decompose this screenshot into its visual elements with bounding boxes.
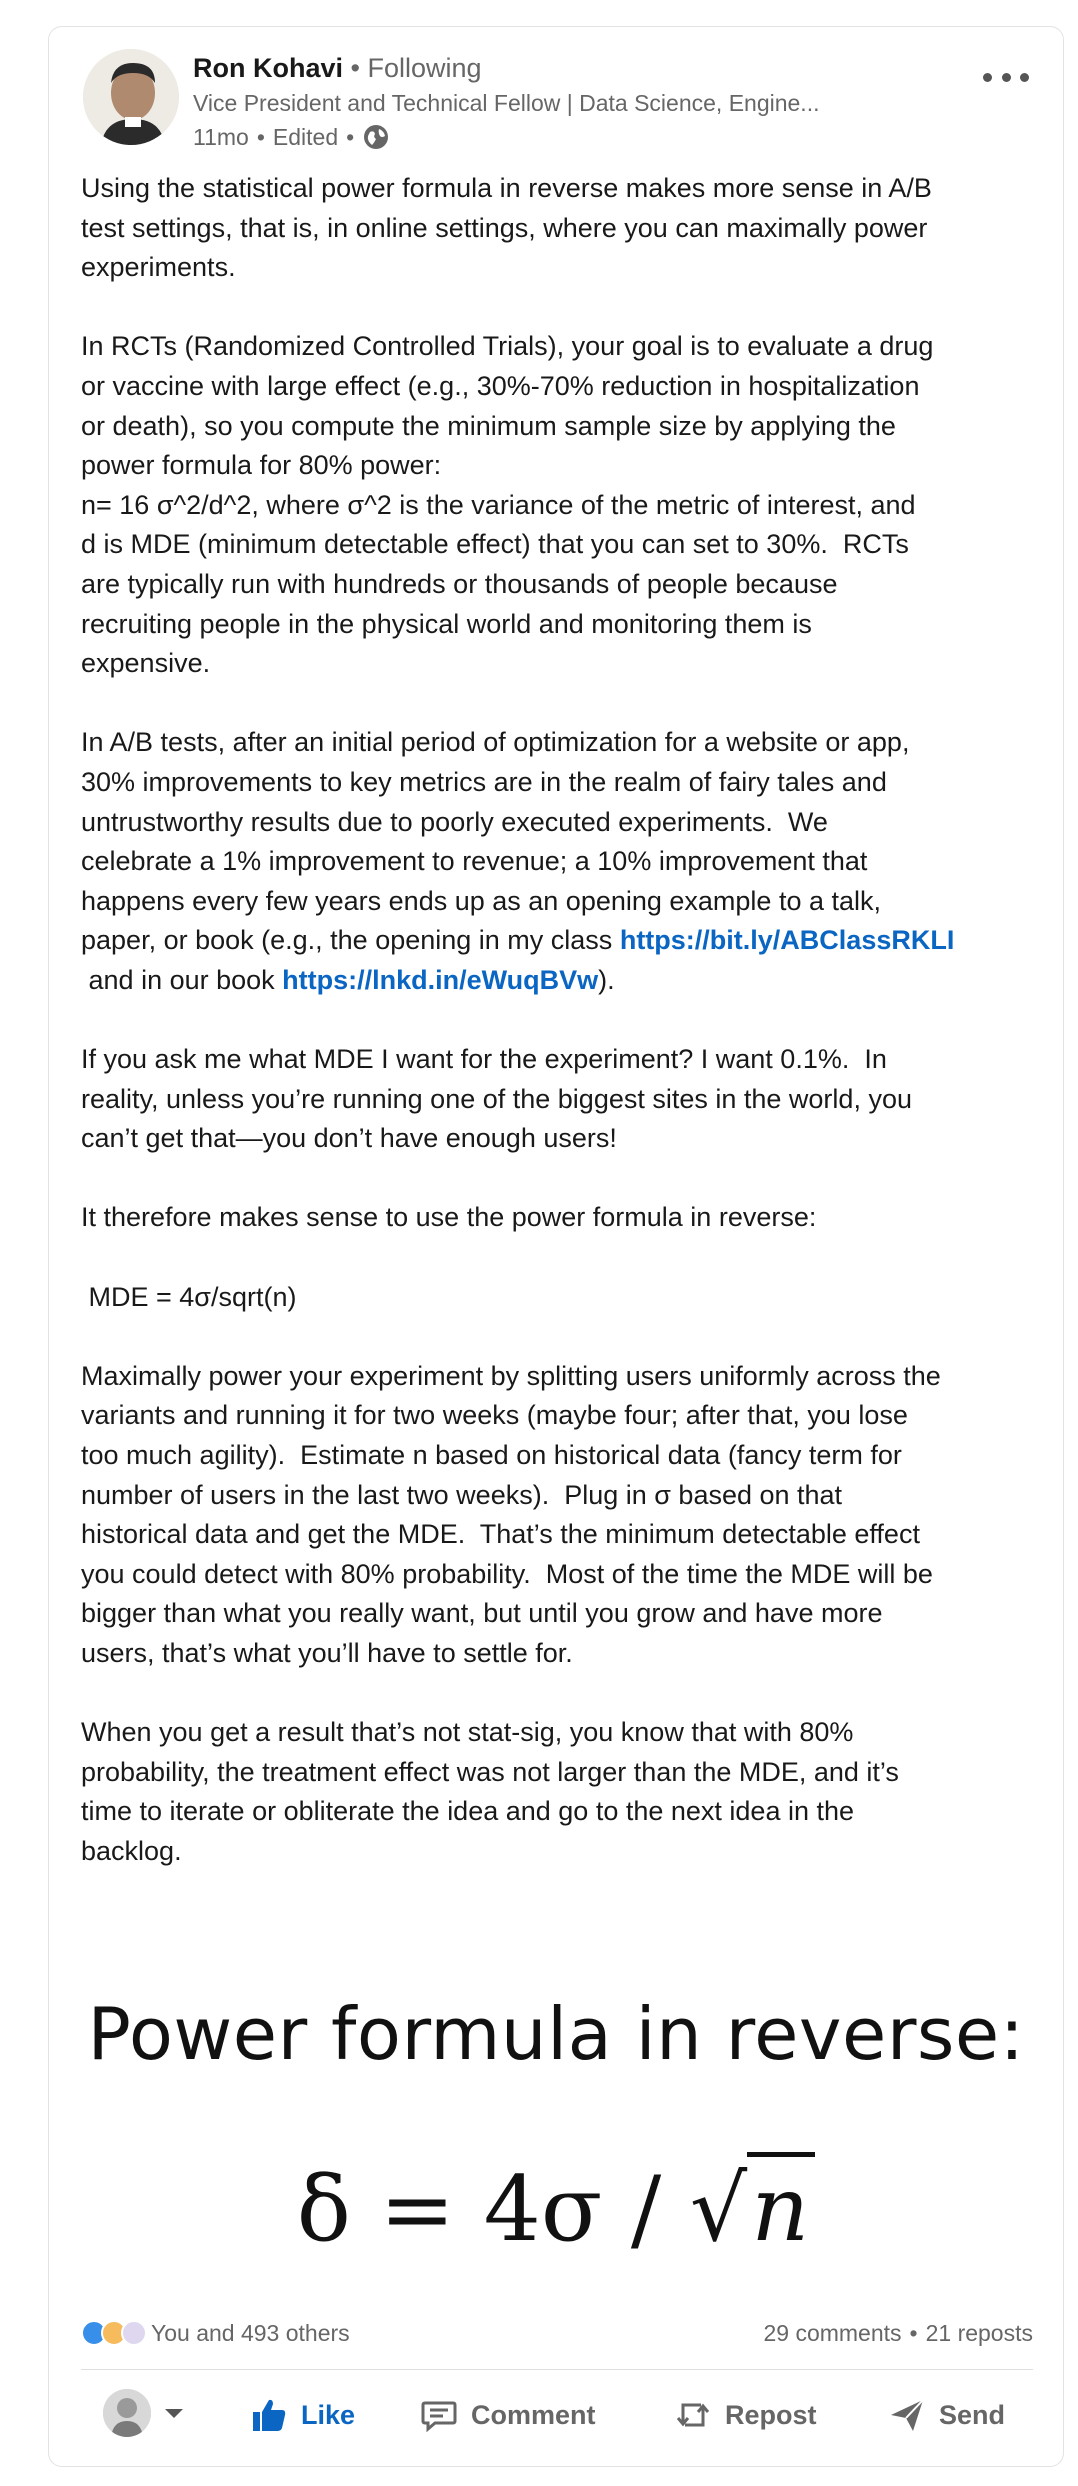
reposts-count[interactable]: 21 reposts <box>925 2319 1033 2346</box>
comment-icon <box>419 2395 459 2435</box>
class-link[interactable]: https://bit.ly/ABClassRKLI <box>619 925 955 956</box>
repost-label: Repost <box>725 2399 817 2430</box>
author-name-text[interactable]: Ron Kohavi <box>193 53 344 83</box>
send-icon <box>887 2395 927 2435</box>
image-title: Power formula in reverse: <box>87 1992 1025 2076</box>
actor-selector[interactable] <box>103 2389 183 2437</box>
engagement-counts <box>763 2320 1033 2347</box>
curious-reaction-icon <box>121 2320 147 2346</box>
paragraph-1: Using the statistical power formula in reverse makes more sense in A/B test settings, that is, in online settings, where you can maximally power experiments. <box>81 173 932 283</box>
sqrt-symbol: √n <box>690 2157 815 2262</box>
author-headline: Vice President and Technical Fellow | Data Science, Engine... <box>193 90 820 116</box>
reaction-icons <box>81 2320 141 2346</box>
comment-label: Comment <box>471 2399 596 2430</box>
ab-text-middle: and in our book <box>88 964 275 995</box>
paragraph-7: Maximally power your experiment by splitting users uniformly across the variants and running it for two weeks (maybe four; after that, you lose too much agility). Estimate n based on historical data (fancy term for number of users in the last two weeks). Plug in σ based on that historical data and get the MDE. That’s the minimum detectable effect you could detect with 80% probability. Most of the time the MDE will be bigger than what you really want, but until you grow and have more users, that’s what you’ll have to settle for. <box>81 1360 941 1668</box>
thumbs-up-icon <box>249 2395 289 2435</box>
paragraph-ab <box>81 723 1041 1000</box>
author-avatar[interactable] <box>83 49 179 145</box>
comments-count[interactable]: 29 comments <box>763 2319 902 2346</box>
post-card <box>48 26 1064 2467</box>
paragraph-2: In RCTs (Randomized Controlled Trials), your goal is to evaluate a drug or vaccine with large effect (e.g., 30%-70% reduction in hospitalization or death), so you compute the minimum sample size by applying the power formula for 80% power: n= 16 σ^2/d^2, where σ^2 is the variance of the metric of interest, and d is MDE (minimum detectable effect) that you can set to 30%. RCTs are typically run with hundreds or thousands of people because recruiting people in the physical world and monitoring them is expensive. <box>81 331 934 679</box>
formula-left: δ = 4σ / <box>296 2157 662 2262</box>
meta-dot-1: • <box>256 123 265 150</box>
paragraph-formula: MDE = 4σ/sqrt(n) <box>81 1281 297 1312</box>
repost-icon <box>673 2395 713 2435</box>
post-body <box>81 169 1041 1872</box>
repost-button[interactable] <box>673 2387 817 2443</box>
follow-status[interactable]: Following <box>367 53 482 83</box>
social-counts <box>81 2313 1033 2353</box>
name-separator: • <box>350 53 360 83</box>
like-label: Like <box>301 2399 356 2430</box>
send-label: Send <box>939 2399 1006 2430</box>
action-bar <box>49 2379 1063 2455</box>
post-image[interactable] <box>49 1942 1063 2342</box>
reactions-summary[interactable] <box>81 2320 350 2347</box>
send-button[interactable] <box>887 2387 1005 2443</box>
globe-icon <box>362 123 390 151</box>
post-header <box>49 27 1063 157</box>
edited-label: Edited <box>272 123 339 150</box>
ab-text-after: ). <box>598 964 615 995</box>
chevron-down-icon <box>165 2409 183 2418</box>
image-formula <box>49 2157 1063 2262</box>
paragraph-8: When you get a result that’s not stat-sig, you know that with 80% probability, the treatment effect was not larger than the MDE, and it’s time to iterate or obliterate the idea and go to the next idea in the backlog. <box>81 1717 899 1866</box>
author-name[interactable] <box>193 53 482 84</box>
post-time[interactable]: 11mo <box>193 123 249 150</box>
like-button[interactable] <box>249 2387 355 2443</box>
actor-avatar <box>103 2389 151 2437</box>
reactions-text[interactable]: You and 493 others <box>151 2319 350 2346</box>
counts-dot: • <box>909 2319 918 2346</box>
post-meta <box>193 123 390 151</box>
ab-text-before: In A/B tests, after an initial period of optimization for a website or app, 30% improvements to key metrics are in the realm of fairy tales and untrustworthy results due to poorly executed experiments. We celebrate a 1% improvement to revenue; a 10% improvement that happens every few years ends up as an opening example to a talk, paper, or book (e.g., the opening in my class <box>81 727 910 956</box>
paragraph-5: It therefore makes sense to use the power formula in reverse: <box>81 1202 817 1233</box>
book-link[interactable]: https://lnkd.in/eWuqBVw <box>282 964 599 995</box>
paragraph-4: If you ask me what MDE I want for the experiment? I want 0.1%. In reality, unless you’re running one of the biggest sites in the world, you can’t get that—you don’t have enough users! <box>81 1044 912 1154</box>
social-divider <box>81 2369 1033 2370</box>
comment-button[interactable] <box>419 2387 596 2443</box>
more-options-icon[interactable] <box>983 65 1029 89</box>
meta-dot-2: • <box>346 123 355 150</box>
sqrt-radicand: n <box>747 2152 815 2262</box>
